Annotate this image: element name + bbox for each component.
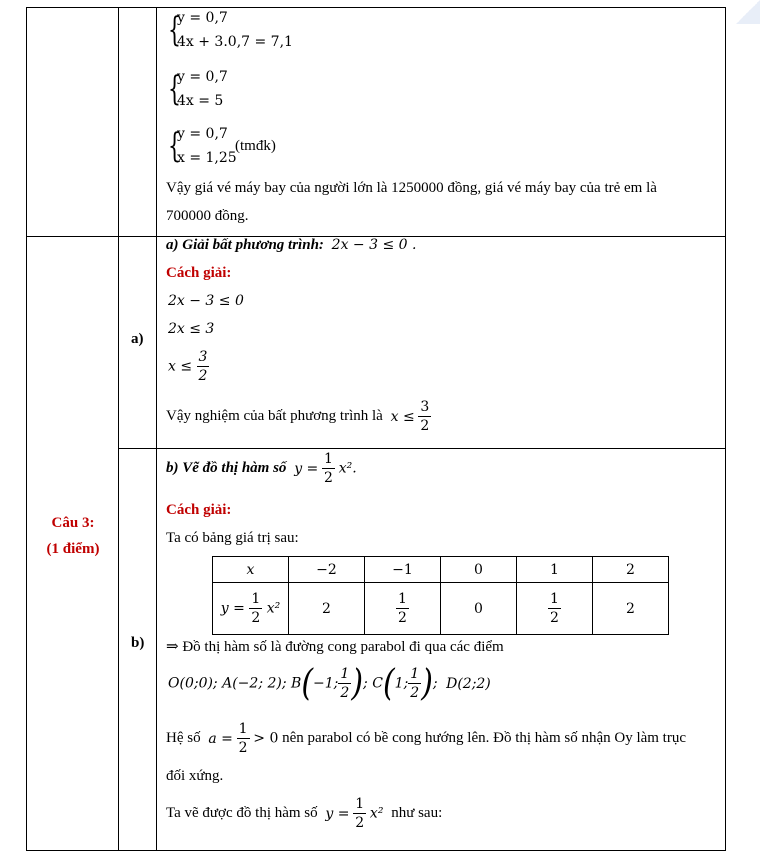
part-a-step-1: 2x − 3 ≤ 0	[168, 293, 244, 309]
point-A: A(−2; 2);	[222, 675, 287, 692]
fraction-denominator: 2	[251, 610, 261, 626]
table-cell-fraction	[517, 583, 593, 635]
coefficient-line-2: đối xứng.	[166, 768, 224, 784]
draw-text: Ta vẽ được đồ thị hàm số	[166, 805, 318, 821]
part-a-heading	[166, 237, 416, 254]
value-table	[212, 556, 669, 635]
fraction-denominator: 2	[398, 610, 407, 626]
part-a-method-label: Cách giải:	[166, 265, 232, 281]
fraction-numerator: 3	[420, 399, 430, 415]
table-cell: 2	[593, 583, 669, 635]
table-cell: 2	[289, 583, 365, 635]
coefficient-line	[166, 722, 686, 755]
table-cell: 1	[517, 557, 593, 583]
conclusion-line-1: Vậy giá vé máy bay của người lớn là 1250000 đồng, giá vé máy bay của trẻ em là	[166, 180, 657, 196]
fraction-denominator: 2	[420, 418, 430, 434]
fraction	[197, 350, 210, 383]
part-a-conclusion	[166, 400, 431, 433]
fraction	[338, 667, 351, 700]
system-line-1: y = 0,7	[177, 126, 228, 142]
table-cell: 0	[441, 557, 517, 583]
fraction-denominator: 2	[340, 685, 350, 701]
fraction-numerator: 1	[324, 451, 333, 467]
fraction-denominator: 2	[198, 368, 208, 384]
question-label: Câu 3:	[51, 515, 95, 531]
part-b-heading-text: b) Vẽ đồ thị hàm số	[166, 460, 287, 476]
system-brace: {	[168, 10, 181, 50]
part-a-step-2: 2x ≤ 3	[168, 321, 215, 337]
step-3-lhs: x ≤	[168, 358, 193, 375]
paren-close: )	[351, 661, 364, 704]
fraction-denominator: 2	[550, 610, 559, 626]
fraction-numerator: 3	[198, 349, 208, 365]
points-intro: ⇒ Đồ thị hàm số là đường cong parabol đi qua các điểm	[166, 639, 504, 655]
equation-system-3	[168, 124, 318, 174]
part-a-conclusion-text: Vậy nghiệm của bất phương trình là	[166, 408, 383, 424]
fraction	[418, 400, 431, 433]
column-divider-1	[118, 8, 119, 850]
conclusion-line-2: 700000 đồng.	[166, 208, 249, 224]
row-divider-parts	[118, 448, 725, 449]
point-D: D(2;2)	[446, 675, 491, 692]
system-brace: {	[168, 69, 181, 109]
point-C-label: C	[372, 675, 383, 692]
draw-text-end: như sau:	[391, 805, 443, 821]
fraction	[353, 797, 366, 830]
table-cell: −1	[365, 557, 441, 583]
draw-line	[166, 797, 442, 830]
separator: ;	[432, 675, 438, 692]
part-a-step-3	[168, 350, 209, 383]
coefficient-rhs: > 0	[253, 730, 279, 747]
fraction-numerator: 1	[398, 591, 407, 607]
fraction	[548, 592, 561, 625]
separator: ;	[363, 675, 368, 692]
fraction-denominator: 2	[238, 740, 248, 756]
part-a-inequality: 2x − 3 ≤ 0 .	[331, 237, 417, 253]
point-B-x: −1;	[313, 675, 339, 692]
table-cell: −2	[289, 557, 365, 583]
fraction-numerator: 1	[340, 666, 350, 682]
part-b-method-label: Cách giải:	[166, 502, 232, 518]
paren-open: (	[382, 661, 395, 704]
fraction-numerator: 1	[251, 591, 261, 607]
fraction	[322, 452, 335, 485]
points-list	[168, 661, 491, 704]
part-a-heading-text: a) Giải bất phương trình:	[166, 237, 324, 253]
fraction	[237, 722, 250, 755]
paren-close: )	[421, 661, 433, 704]
fraction	[249, 592, 262, 625]
column-divider-2	[156, 8, 157, 850]
page-corner-decoration	[736, 0, 760, 24]
y-header-rhs: x²	[266, 600, 281, 617]
table-intro: Ta có bảng giá trị sau:	[166, 530, 299, 546]
fraction	[408, 667, 421, 700]
table-cell: 0	[441, 583, 517, 635]
function-lhs: y =	[294, 460, 319, 477]
fraction-numerator: 1	[410, 666, 420, 682]
function-rhs: x².	[338, 460, 357, 477]
system-line-2: 4x = 5	[177, 93, 224, 109]
system-line-1: y = 0,7	[177, 10, 228, 26]
point-B-label: B	[291, 675, 302, 692]
coefficient-text: Hệ số	[166, 730, 201, 746]
conclusion-lhs: x ≤	[390, 408, 415, 425]
question-points: (1 điểm)	[46, 541, 100, 557]
fraction-numerator: 1	[550, 591, 559, 607]
part-b-label: b)	[131, 635, 145, 651]
equation-system-2	[168, 67, 318, 117]
system-line-2: x = 1,25	[177, 150, 237, 166]
fraction-denominator: 2	[355, 815, 365, 831]
equation-system-1	[168, 8, 318, 58]
fraction-numerator: 1	[238, 721, 248, 737]
y-header-lhs: y =	[220, 600, 245, 617]
system-line-2: 4x + 3.0,7 = 7,1	[177, 34, 293, 50]
table-header-y	[213, 583, 289, 635]
point-C-x: 1;	[394, 675, 409, 692]
table-row-x	[213, 557, 669, 583]
fraction-denominator: 2	[324, 470, 333, 486]
table-cell-fraction	[365, 583, 441, 635]
system-line-1: y = 0,7	[177, 69, 228, 85]
fraction-numerator: 1	[355, 796, 365, 812]
table-cell: 2	[593, 557, 669, 583]
system-brace: {	[168, 126, 181, 166]
coefficient-lhs: a =	[208, 730, 233, 747]
draw-function-rhs: x²	[369, 805, 384, 822]
paren-open: (	[301, 661, 314, 704]
draw-function-lhs: y =	[325, 805, 350, 822]
coefficient-explanation: nên parabol có bề cong hướng lên. Đồ thị hàm số nhận Oy làm trục	[282, 730, 687, 746]
condition-note: (tmđk)	[235, 138, 276, 154]
fraction	[396, 592, 409, 625]
point-O: O(0;0);	[168, 675, 218, 692]
table-row-y	[213, 583, 669, 635]
part-b-heading	[166, 452, 357, 485]
fraction-denominator: 2	[410, 685, 420, 701]
table-header-x: x	[213, 557, 289, 583]
part-a-label: a)	[131, 331, 144, 347]
